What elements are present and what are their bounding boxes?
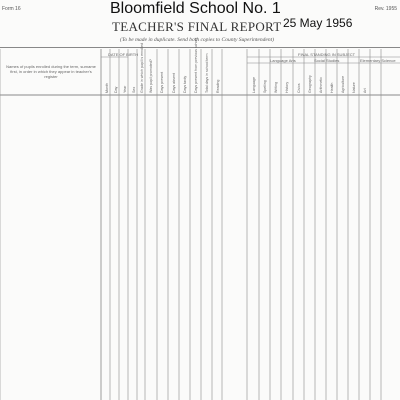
subject-group-elementary-science: Elementary Science [360,58,396,63]
column-header-art: Art [363,88,367,93]
column-header-reading: Reading [216,79,220,93]
header-rule [0,47,400,48]
name-column-header: Names of pupils enrolled during the term, surname first, in order in which they appear in teacher's register [6,64,96,79]
column-header-agriculture: Agriculture [341,75,345,93]
column-header-grade-in-which-pupil-is-enrolled: Grade in which pupil is enrolled [140,43,144,93]
column-header-history: History [285,81,289,93]
form-number-right: Rev. 1955 [374,6,397,12]
column-header-arithmetic: Arithmetic [319,77,323,93]
report-date: 25 May 1956 [283,16,353,30]
subject-group-language-arts: Language Arts [270,58,296,63]
column-header-writing: Writing [274,81,278,93]
date-of-birth-header: DATE OF BIRTH [108,52,139,57]
column-header-was-pupil-promoted: Was pupil promoted? [149,59,153,93]
report-title: TEACHER'S FINAL REPORT [112,19,282,34]
column-header-civics: Civics [297,83,301,93]
column-header-sex: Sex [132,86,136,93]
column-header-days-absent: Days absent [172,73,176,93]
report-subtitle: (To be made in duplicate. Send both copies to County Superintendent) [120,37,274,43]
column-header-day: Day [114,86,118,93]
column-header-month: Month [105,83,109,93]
column-header-days-present-from-previous-school: Days present from previous school [194,37,198,93]
school-name: Bloomfield School No. 1 [110,0,281,17]
column-header-nature: Nature [352,82,356,93]
column-header-days-present: Days present [160,71,164,93]
report-grid [0,49,400,400]
column-header-year: Year [123,85,127,93]
column-header-total-days-in-school-term: Total days in school term [205,53,209,93]
column-header-spelling: Spelling [263,80,267,93]
column-header-geography: Geography [308,75,312,93]
column-header-language: Language [252,77,256,93]
subject-group-social-studies: Social Studies [314,58,340,63]
final-standing-header: FINAL STANDING IN SUBJECT [298,52,356,57]
column-header-days-tardy: Days tardy [183,75,187,93]
form-number-left: Form 16 [2,6,21,12]
column-header-health: Health [330,82,334,93]
